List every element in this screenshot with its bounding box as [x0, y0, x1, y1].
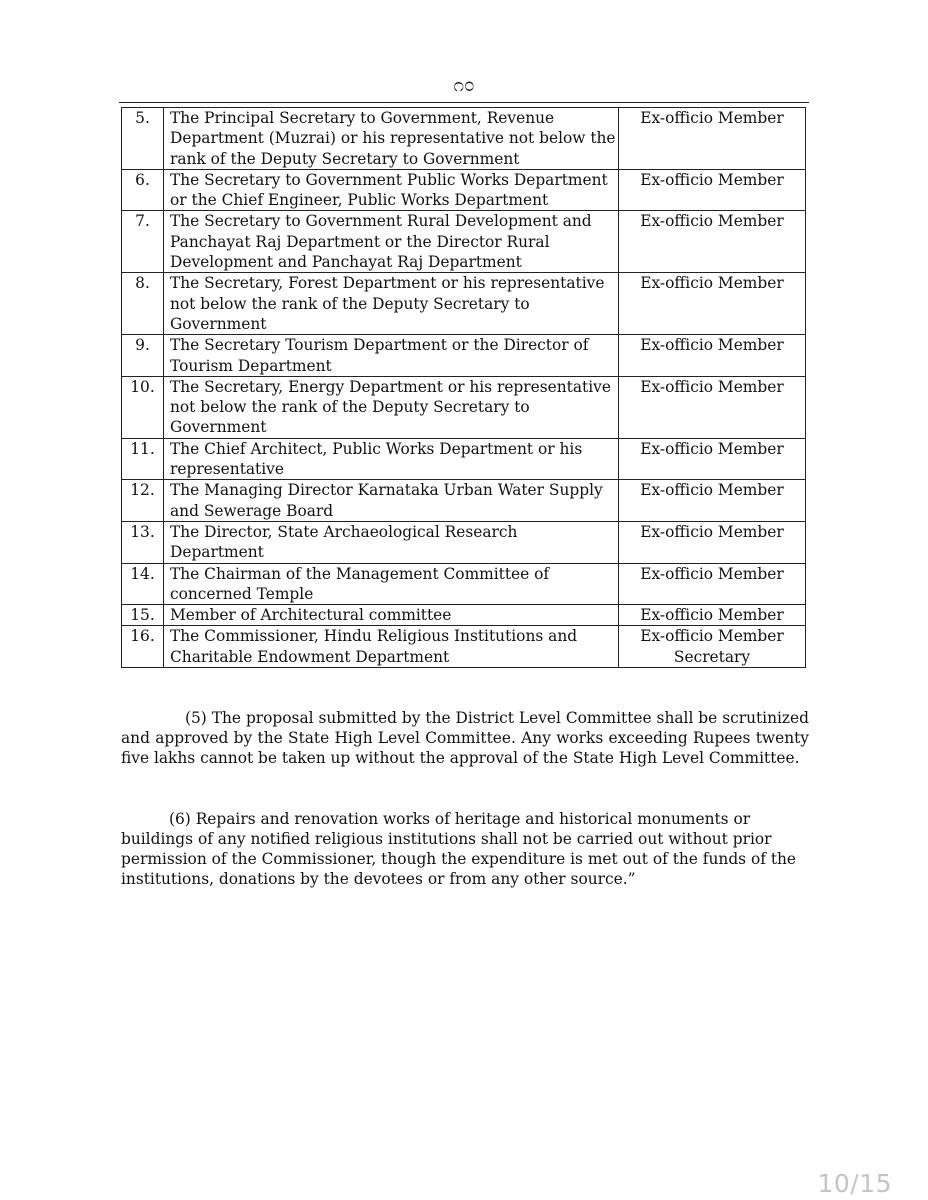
member-description: The Chairman of the Management Committee of concerned Temple [164, 563, 619, 605]
member-role: Ex-officio Member [619, 335, 806, 377]
row-number: 5. [122, 108, 164, 170]
member-description: Member of Architectural committee [164, 605, 619, 626]
member-role: Ex-officio Member [619, 605, 806, 626]
row-number: 13. [122, 521, 164, 563]
member-role: Ex-officio Member [619, 376, 806, 438]
member-description: The Secretary to Government Rural Development and Panchayat Raj Department or the Director Rural Development and Panchayat Raj Department [164, 211, 619, 273]
row-number: 6. [122, 169, 164, 211]
table-row [122, 480, 806, 522]
table-row [122, 626, 806, 668]
member-role: Ex-officio Member [619, 108, 806, 170]
row-number: 7. [122, 211, 164, 273]
member-role: Ex-officio Member [619, 563, 806, 605]
member-description: The Secretary Tourism Department or the Director of Tourism Department [164, 335, 619, 377]
table-row [122, 169, 806, 211]
member-description: The Chief Architect, Public Works Department or his representative [164, 438, 619, 480]
table-row [122, 563, 806, 605]
table-row [122, 521, 806, 563]
table-row [122, 108, 806, 170]
member-role: Ex-officio Member [619, 169, 806, 211]
paragraph-5-text: (5) The proposal submitted by the District Level Committee shall be scrutinized and approved by the State High Level Committee. Any works exceeding Rupees twenty five lakhs cannot be taken up without the approval of the State High Level Committee. [121, 709, 809, 767]
member-description: The Commissioner, Hindu Religious Institutions and Charitable Endowment Department [164, 626, 619, 668]
paragraph-6-text: (6) Repairs and renovation works of heritage and historical monuments or buildings of any notified religious institutions shall not be carried out without prior permission of the Commissioner, though the expenditure is met out of the funds of the institutions, donations by the devotees or from any other source.” [121, 810, 797, 888]
member-description: The Secretary to Government Public Works Department or the Chief Engineer, Public Works Department [164, 169, 619, 211]
member-role: Ex-officio Member [619, 211, 806, 273]
table-row [122, 335, 806, 377]
header-rule [119, 102, 809, 103]
member-role: Ex-officio Member [619, 480, 806, 522]
member-description: The Director, State Archaeological Research Department [164, 521, 619, 563]
member-role: Ex-officio Member [619, 438, 806, 480]
table-row [122, 376, 806, 438]
member-role: Ex-officio Member [619, 273, 806, 335]
page-header-number: ೧೦ [453, 74, 475, 96]
table-row [122, 438, 806, 480]
row-number: 14. [122, 563, 164, 605]
row-number: 11. [122, 438, 164, 480]
table-row [122, 211, 806, 273]
member-role: Ex-officio Member [619, 521, 806, 563]
member-description: The Secretary, Energy Department or his representative not below the rank of the Deputy Secretary to Government [164, 376, 619, 438]
page-indicator: 10/15 [817, 1169, 892, 1198]
table-row [122, 273, 806, 335]
member-description: The Managing Director Karnataka Urban Water Supply and Sewerage Board [164, 480, 619, 522]
row-number: 8. [122, 273, 164, 335]
row-number: 9. [122, 335, 164, 377]
row-number: 12. [122, 480, 164, 522]
paragraph-5 [121, 708, 809, 768]
member-description: The Secretary, Forest Department or his representative not below the rank of the Deputy Secretary to Government [164, 273, 619, 335]
table-row [122, 605, 806, 626]
member-role: Ex-officio Member Secretary [619, 626, 806, 668]
paragraph-6 [121, 809, 809, 889]
row-number: 10. [122, 376, 164, 438]
members-table [121, 107, 806, 668]
row-number: 16. [122, 626, 164, 668]
row-number: 15. [122, 605, 164, 626]
member-description: The Principal Secretary to Government, Revenue Department (Muzrai) or his representative not below the rank of the Deputy Secretary to Government [164, 108, 619, 170]
